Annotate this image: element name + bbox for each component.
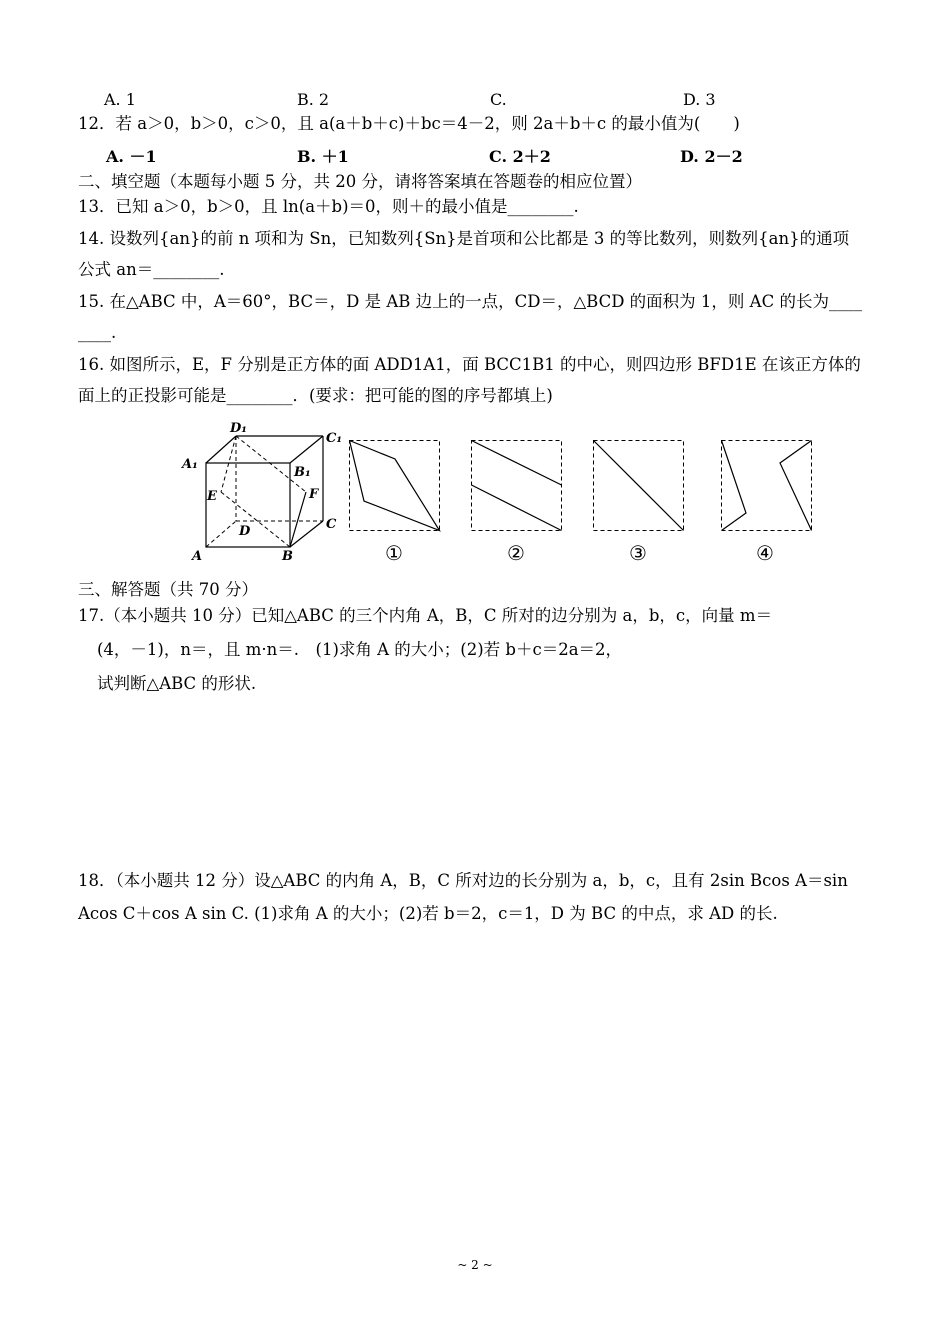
projection-3-number: ③ bbox=[629, 541, 647, 565]
label-f: F bbox=[309, 487, 319, 502]
q11-option-d: D. 3 bbox=[683, 90, 716, 109]
projection-4-number: ④ bbox=[756, 541, 774, 565]
q11-option-a: A. 1 bbox=[104, 90, 136, 109]
q11-option-c: C. bbox=[490, 90, 507, 109]
label-c: C bbox=[326, 517, 337, 532]
cube-figure bbox=[178, 418, 346, 566]
q15-line-1: 15. 在△ABC 中，A＝60°，BC＝，D 是 AB 边上的一点，CD＝，△BCD 的面积为 1，则 AC 的长为____ bbox=[78, 292, 862, 311]
q12-text: 12．若 a＞0，b＞0，c＞0，且 a(a＋b＋c)＋bc＝4－2，则 2a＋b＋c 的最小值为( ) bbox=[78, 114, 740, 133]
q16-line-1: 16. 如图所示，E，F 分别是正方体的面 ADD1A1，面 BCC1B1 的中心，则四边形 BFD1E 在该正方体的 bbox=[78, 355, 861, 374]
q15-line-2: ____. bbox=[78, 323, 117, 342]
q14-line-1: 14. 设数列{an}的前 n 项和为 Sn，已知数列{Sn}是首项和公比都是 3 的等比数列，则数列{an}的通项 bbox=[78, 229, 850, 248]
label-d1: D₁ bbox=[230, 421, 247, 436]
q17-line-3: 试判断△ABC 的形状. bbox=[97, 674, 257, 693]
q18-line-2: Acos C＋cos A sin C. (1)求角 A 的大小；(2)若 b＝2，c＝1，D 为 BC 的中点，求 AD 的长. bbox=[78, 904, 778, 923]
q18-line-1: 18．（本小题共 12 分）设△ABC 的内角 A，B，C 所对边的长分别为 a，b，c，且有 2sin Bcos A＝sin bbox=[78, 871, 848, 890]
q17-line-2: (4，－1)，n＝，且 m·n＝. (1)求角 A 的大小；(2)若 b＋c＝2a＝2， bbox=[97, 640, 623, 659]
projection-1 bbox=[348, 439, 442, 533]
projection-4 bbox=[720, 439, 814, 533]
q17-line-1: 17.（本小题共 10 分）已知△ABC 的三个内角 A，B，C 所对的边分别为 a，b，c，向量 m＝ bbox=[78, 606, 773, 625]
page-number: ~ 2 ~ bbox=[457, 1258, 493, 1272]
q14-line-2: 公式 an＝________. bbox=[78, 260, 225, 279]
label-a1: A₁ bbox=[182, 457, 198, 472]
section-3-heading: 三、解答题（共 70 分） bbox=[78, 580, 258, 599]
projection-3 bbox=[592, 439, 686, 533]
q12-option-a: A. －1 bbox=[106, 147, 157, 166]
q13-text: 13．已知 a＞0，b＞0，且 ln(a＋b)＝0，则＋的最小值是________. bbox=[78, 197, 579, 216]
label-b1: B₁ bbox=[294, 465, 311, 480]
label-c1: C₁ bbox=[326, 431, 343, 446]
q11-option-b: B. 2 bbox=[297, 90, 330, 109]
projection-2-number: ② bbox=[507, 541, 525, 565]
q12-option-d: D. 2－2 bbox=[680, 147, 743, 166]
q12-option-b: B. ＋1 bbox=[297, 147, 349, 166]
label-d: D bbox=[239, 524, 251, 539]
section-2-heading: 二、填空题（本题每小题 5 分，共 20 分，请将答案填在答题卷的相应位置） bbox=[78, 172, 642, 191]
label-e: E bbox=[207, 489, 217, 504]
label-a: A bbox=[192, 549, 203, 564]
q12-option-c: C. 2＋2 bbox=[489, 147, 551, 166]
projection-2 bbox=[470, 439, 564, 533]
projection-1-number: ① bbox=[385, 541, 403, 565]
q16-line-2: 面上的正投影可能是________．(要求：把可能的图的序号都填上) bbox=[78, 386, 553, 405]
label-b: B bbox=[282, 549, 293, 564]
